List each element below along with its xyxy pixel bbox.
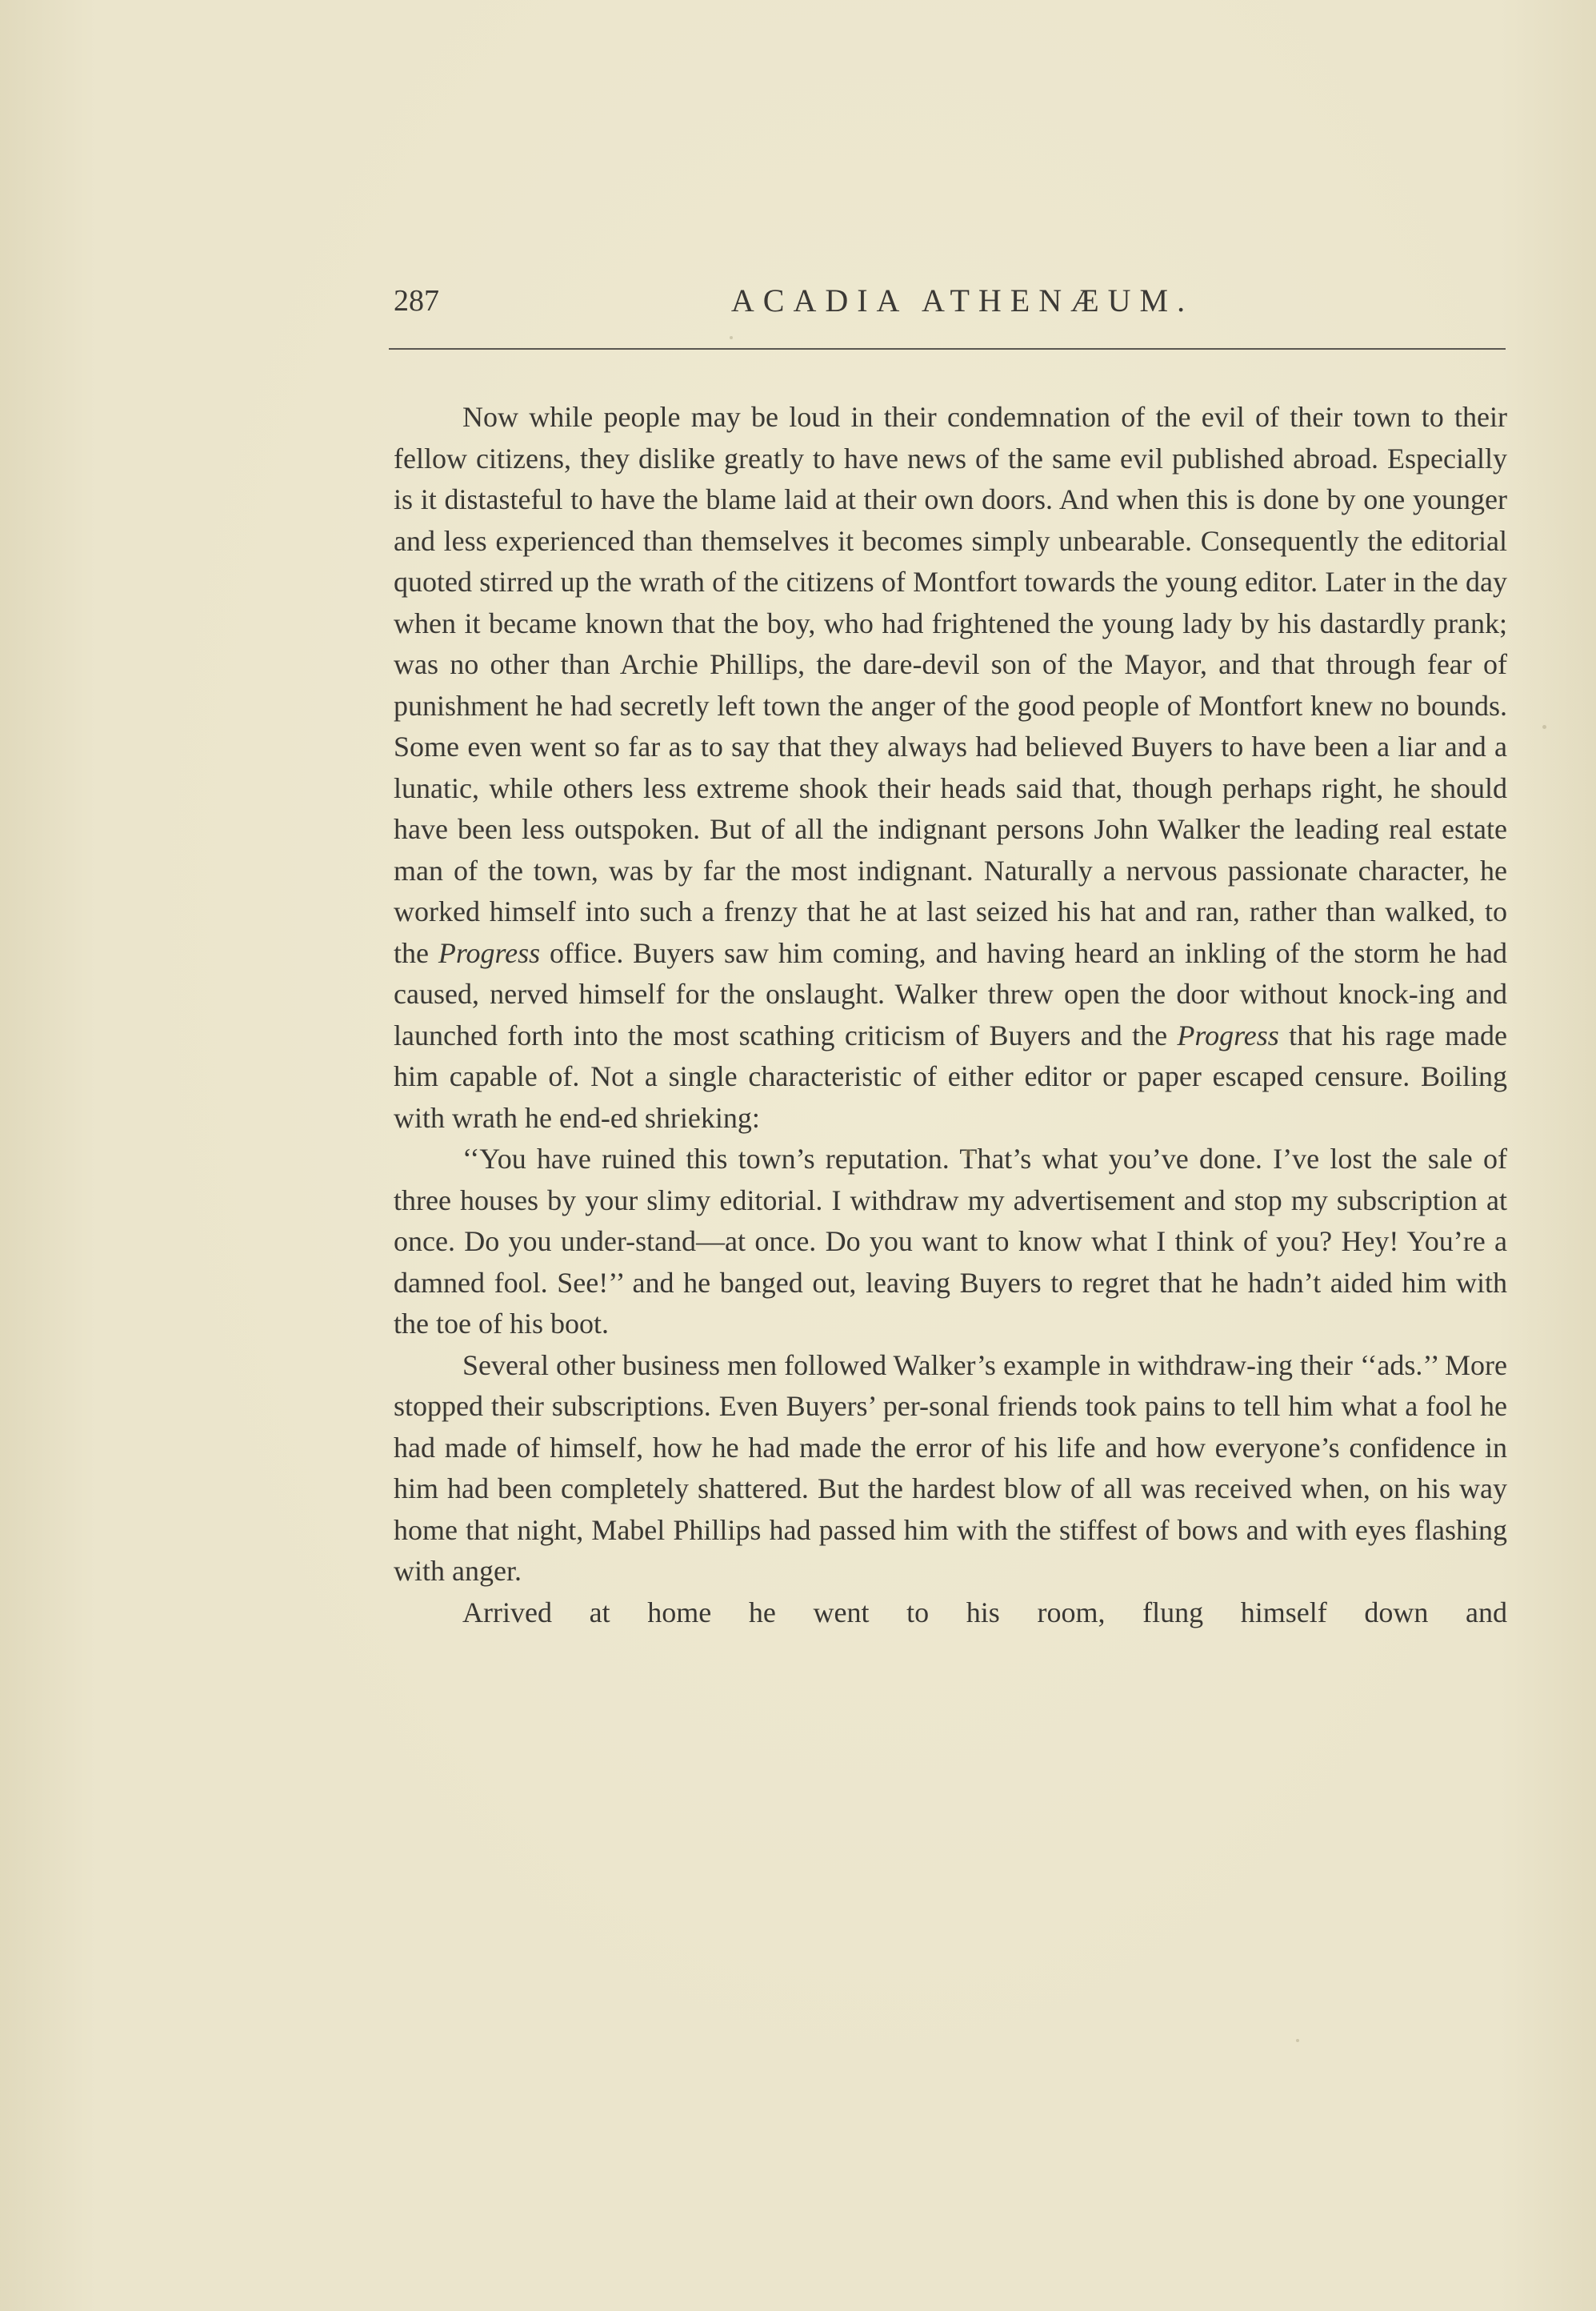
paper-speck <box>730 336 733 339</box>
newspaper-title-progress: Progress <box>1177 1019 1279 1051</box>
page-number: 287 <box>394 284 439 318</box>
header-rule <box>389 348 1506 350</box>
paper-speck <box>1296 2039 1299 2042</box>
running-head <box>394 277 1507 325</box>
newspaper-title-progress: Progress <box>438 936 541 969</box>
journal-title: ACADIA ATHENÆUM. <box>730 282 1194 318</box>
paper-speck <box>1542 725 1546 729</box>
article-body <box>394 397 1507 1633</box>
paragraph-3: Several other business men followed Walker’s example in withdraw-ing their ‘‘ads.’’ More stopped their subscriptions. Even Buyers’ per-sonal friends took pains to tell him what a fool he had made of himself, how he had made the error of his life and how everyone’s confidence in him had been completely shattered. But the hardest blow of all was received when, on his way home that night, Mabel Phillips had passed him with the stiffest of bows and with eyes flashing with anger. <box>394 1348 1507 1587</box>
paper-speck <box>965 1149 973 1157</box>
paragraph-1-text-end: that his rage made him capable of. Not a single characteristic of either editor or paper escaped censure. Boiling with wrath he end-ed shrieking: <box>394 1019 1507 1134</box>
paragraph-1 <box>394 397 1507 1139</box>
paragraph-2: ‘‘You have ruined this town’s reputation. That’s what you’ve done. I’ve lost the sale of three houses by your slimy editorial. I withdraw my advertisement and stop my subscription at once. Do you under-stand—at once. Do you want to know what I think of you? Hey! You’re a damned fool. See!’’ and he banged out, leaving Buyers to regret that he hadn’t aided him with the toe of his boot. <box>394 1143 1507 1340</box>
paragraph-4: Arrived at home he went to his room, flung himself down and <box>462 1596 1507 1628</box>
paragraph-1-text-middle: office. Buyers saw him coming, and having heard an inkling of the storm he had caused, nerved himself for the onslaught. Walker threw open the door without knock-ing and launched forth into the most scathing criticism of Buyers and the <box>394 936 1508 1051</box>
paragraph-1-text-start: Now while people may be loud in their condemnation of the evil of their town to their fellow citizens, they dislike greatly to have news of the same evil published abroad. Especially is it distasteful to have the blame laid at their own doors. And when this is done by one younger and less experienced than themselves it becomes simply unbearable. Consequently the editorial quoted stirred up the wrath of the citizens of Montfort towards the young editor. Later in the day when it became known that the boy, who had frightened the young lady by his dastardly prank; was no other than Archie Phillips, the dare-devil son of the Mayor, and that through fear of punishment he had secretly left town the anger of the good people of Montfort knew no bounds. Some even went so far as to say that they always had believed Buyers to have been a liar and a lunatic, while others less extreme shook their heads said that, though perhaps right, he should have been less outspoken. But of all the indignant persons John Walker the leading real estate man of the town, was by far the most indignant. Naturally a nervous passionate character, he worked himself into such a frenzy that he at last seized his hat and ran, rather than walked, to the <box>394 401 1507 969</box>
